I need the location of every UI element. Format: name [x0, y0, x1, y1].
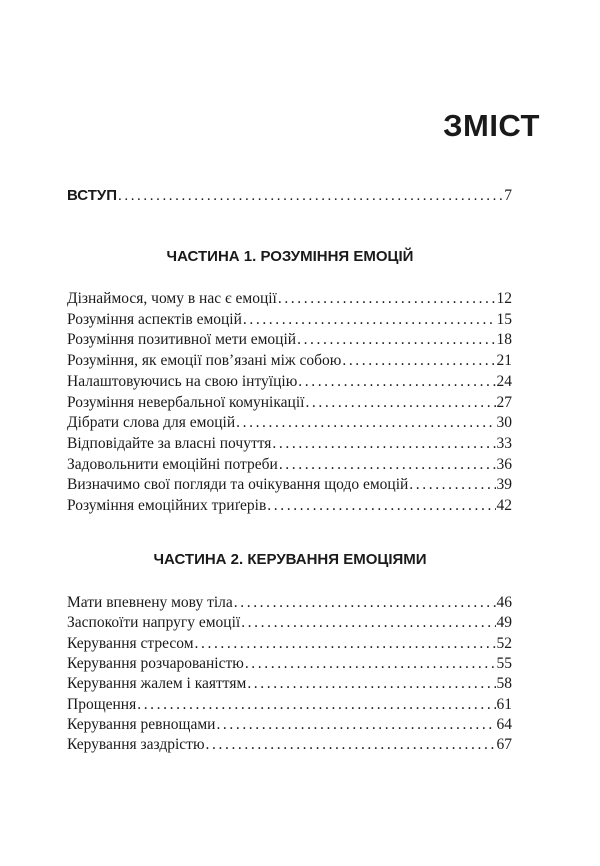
dot-leader [243, 310, 496, 330]
toc-entry-page: 24 [496, 372, 512, 390]
toc-entry[interactable] [67, 634, 512, 654]
toc-entry-page: 67 [496, 736, 512, 754]
dot-leader [278, 289, 496, 309]
toc-entry-label: Розуміння невербальної комунікації [67, 393, 305, 411]
toc-entry-label: Розуміння, як емоції пов’язані між собою [67, 352, 342, 370]
dot-leader [216, 715, 495, 735]
toc-entry-page: 27 [496, 393, 512, 411]
toc-entry-page: 49 [496, 614, 512, 632]
toc-entry-label: Відповідайте за власні почуття [67, 434, 272, 452]
dot-leader [298, 372, 495, 392]
toc-entry-intro[interactable] [67, 186, 512, 206]
toc-entry[interactable] [67, 613, 512, 633]
dot-leader [234, 593, 496, 613]
part-2-heading: ЧАСТИНА 2. КЕРУВАННЯ ЕМОЦІЯМИ [153, 551, 427, 568]
dot-leader [279, 455, 496, 475]
toc-entry-page: 36 [496, 455, 512, 473]
toc-entry[interactable] [67, 434, 512, 454]
toc-entry-page: 33 [496, 434, 512, 452]
toc-entry-page: 46 [496, 594, 512, 611]
toc-entry-label: Розуміння аспектів емоцій [67, 310, 242, 328]
dot-leader [241, 613, 495, 633]
toc-entry-label: ВСТУП [67, 187, 117, 204]
toc-entry-page: 12 [496, 290, 512, 307]
toc-entry-page: 30 [496, 414, 512, 432]
toc-entry[interactable] [67, 715, 512, 735]
toc-entry-label: Керування заздрістю [67, 736, 205, 754]
dot-leader [236, 413, 495, 433]
toc-entry-label: Мати впевнену мову тіла [67, 594, 233, 611]
toc-entry-page: 58 [496, 675, 512, 693]
toc-entry-page: 61 [496, 695, 512, 713]
toc-entry[interactable] [67, 455, 512, 475]
toc-entry-label: Заспокоїти напругу емоції [67, 614, 241, 632]
dot-leader [342, 351, 495, 371]
dot-leader [409, 475, 495, 495]
dot-leader [272, 434, 495, 454]
toc-entry[interactable] [67, 330, 512, 350]
toc-entry-label: Керування ревнощами [67, 715, 216, 733]
toc-entry[interactable] [67, 310, 512, 330]
toc-entry-page: 7 [504, 187, 512, 204]
toc-entry[interactable] [67, 674, 512, 694]
toc-entry-page: 21 [496, 352, 512, 370]
toc-entry-label: Прощення [67, 695, 137, 713]
toc-entry-label: Керування жалем і каяттям [67, 675, 247, 693]
dot-leader [267, 496, 495, 516]
page-title: ЗМІСТ [443, 108, 540, 143]
toc-entry-label: Розуміння емоційних триґерів [67, 497, 267, 514]
toc-entry[interactable] [67, 735, 512, 755]
toc-entry[interactable] [67, 593, 512, 613]
toc-entry-page: 15 [496, 310, 512, 328]
toc-entry[interactable] [67, 372, 512, 392]
toc-entry-page: 42 [496, 497, 512, 514]
dot-leader [206, 735, 496, 755]
toc-entry-page: 55 [496, 654, 512, 672]
dot-leader [137, 695, 495, 715]
toc-entry-label: Дібрати слова для емоцій [67, 414, 236, 432]
toc-entry[interactable] [67, 413, 512, 433]
toc-entry[interactable] [67, 654, 512, 674]
toc-entry[interactable] [67, 496, 512, 516]
toc-entry[interactable] [67, 289, 512, 309]
dot-leader [118, 186, 503, 206]
toc-entry-label: Визначимо свої погляди та очікування щодо емоцій [67, 476, 409, 494]
toc-entry-page: 39 [496, 476, 512, 494]
toc-entry-page: 52 [496, 634, 512, 652]
part-1-heading: ЧАСТИНА 1. РОЗУМІННЯ ЕМОЦІЙ [166, 248, 414, 265]
toc-entry-label: Задовольнити емоційні потреби [67, 455, 278, 473]
dot-leader [195, 634, 496, 654]
toc-entry-label: Розуміння позитивної мети емоцій [67, 331, 297, 349]
dot-leader [247, 674, 495, 694]
dot-leader [297, 330, 495, 350]
toc-entry-label: Керування стресом [67, 634, 194, 652]
toc-entry[interactable] [67, 695, 512, 715]
toc-entry-page: 64 [496, 715, 512, 733]
toc-entry[interactable] [67, 351, 512, 371]
toc-entry[interactable] [67, 475, 512, 495]
dot-leader [305, 393, 495, 413]
toc-entry-page: 18 [496, 331, 512, 349]
dot-leader [245, 654, 496, 674]
toc-entry[interactable] [67, 393, 512, 413]
toc-entry-label: Налаштовуючись на свою інтуїцію [67, 372, 298, 390]
toc-entry-label: Керування розчарованістю [67, 654, 244, 672]
toc-entry-label: Дізнаймося, чому в нас є емоції [67, 290, 277, 307]
